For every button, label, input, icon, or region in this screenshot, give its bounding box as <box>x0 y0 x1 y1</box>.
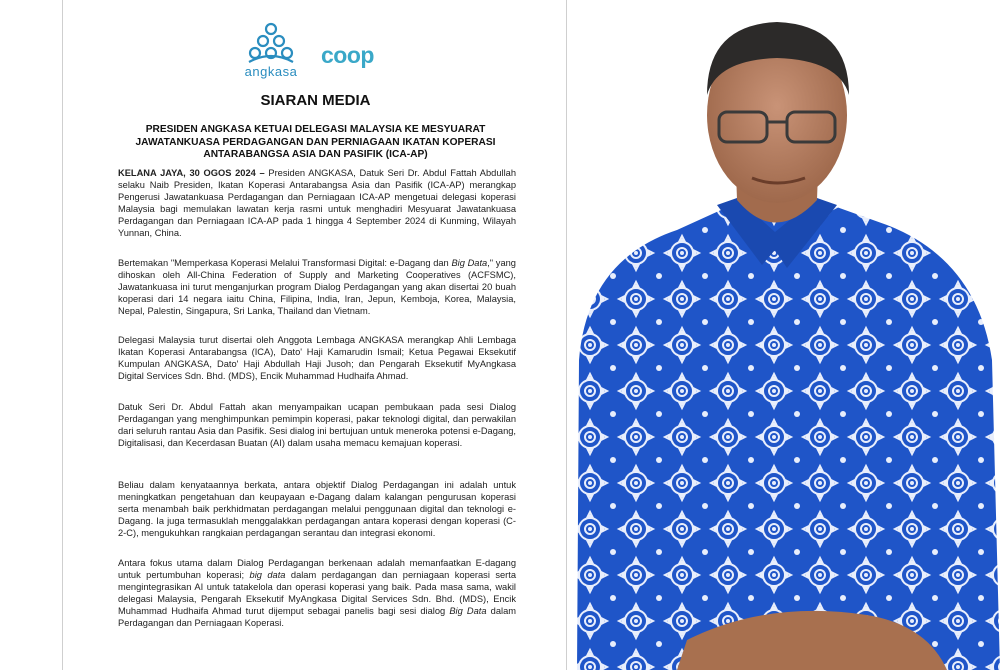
paragraph-2 <box>118 257 516 317</box>
paragraph-1 <box>118 167 516 240</box>
paragraph-5: Beliau dalam kenyataannya berkata, antara objektif Dialog Perdagangan ini adalah untuk meningkatkan pengetahuan dan keupayaan e-Dagang dalam kalangan pengurusan koperasi serta menambah baik perkhidmatan perdagangan melalui penggunaan digital dan teknologi e-Dagang. Ia juga termasuklah menggalakkan perdagangan antara koperasi dengan koperasi (C-2-C), mengukuhkan rangkaian perdagangan serantau dan integrasi ekonomi. <box>118 480 516 539</box>
paragraph-6-b: big data <box>249 570 286 581</box>
paragraph-3: Delegasi Malaysia turut disertai oleh Anggota Lembaga ANGKASA merangkap Ahli Lembaga Ikatan Koperasi Antarabangsa (ICA), Dato' Haji Kamarudin Ismail; Ketua Pegawai Eksekutif Kumpulan ANGKASA, Dato' Haji Abdullah Haji Jusoh; dan Pengarah Eksekutif MyAngkasa Digital Services Sdn. Bhd. (MDS), Encik Muhammad Hudhaifa Ahmad. <box>118 335 516 382</box>
paragraph-1-text: Presiden ANGKASA, Datuk Seri Dr. Abdul Fattah Abdullah selaku Naib Presiden, Ikatan Koperasi Antarabangsa Asia dan Pasifik (ICA-AP) merangkap Pengerusi Jawatankuasa Perdagangan dan Perniagaan ICA-AP mengetuai delegasi koperasi Malaysia bagi memulakan lawatan kerja rasmi untuk menghadiri Mesyuarat Jawatankuasa Perdagangan dan Perniagaan ICA-AP pada 1 hingga 4 September 2024 di Kunming, Wilayah Yunnan, China. <box>118 168 516 239</box>
paragraph-6 <box>118 557 516 630</box>
paragraph-6-e: dalam Perdagangan dan Perniagaan Koperasi. <box>118 606 516 629</box>
paragraph-6-c: dalam perdagangan dan perniagaan koperasi serta mengintegrasikan AI untuk tatakelola dan operasi koperasi yang baik. Pada masa sama, wakil delegasi Malaysia, Pengarah Eksekutif MyAngkasa Digital Services Sdn. Bhd. (MDS), Encik Muhammad Hudhaifa Ahmad turut dijemput sebagai panelis bagi sesi dialog <box>118 570 516 617</box>
coop-logo: coop <box>321 42 374 68</box>
paragraph-2-italic: Big Data <box>451 258 488 268</box>
paragraph-2-post: ," yang dihoskan oleh All-China Federation of Supply and Marketing Cooperatives (ACFSMC), Jawatankuasa ini turut menganjurkan program Dialog Perdagangan yang akan disertai 20 buah koperasi dari 14 negara iaitu China, Filipina, India, Iran, Jepun, Kemboja, Korea, Malaysia, Nepal, Palestin, Singapura, Sri Lanka, Thailand dan Vietnam. <box>118 258 516 317</box>
press-release-document <box>62 0 567 670</box>
logo-row <box>63 20 568 82</box>
angkasa-wordmark: angkasa <box>244 64 298 79</box>
paragraph-6-d: Big Data <box>449 606 487 617</box>
portrait-illustration-icon <box>567 0 1000 670</box>
paragraph-6-a: Antara fokus utama dalam Dialog Perdagangan berkenaan adalah memanfaatkan E-dagang untuk pertumbuhan koperasi; <box>118 558 516 581</box>
paragraph-4: Datuk Seri Dr. Abdul Fattah akan menyampaikan ucapan pembukaan pada sesi Dialog Perdagangan yang menghimpunkan pemimpin koperasi, pakar teknologi digital, dan perwakilan dari seluruh rantau Asia dan Pasifik. Sesi dialog ini bertujuan untuk meneroka potensi e-Dagang, Digitalisasi, dan Kecerdasan Buatan (AI) dalam usaha memacu kemajuan koperasi. <box>118 402 516 449</box>
document-title: SIARAN MEDIA <box>260 92 371 109</box>
portrait-photo <box>567 0 1000 670</box>
dateline: KELANA JAYA, 30 OGOS 2024 – <box>118 168 265 178</box>
press-headline: PRESIDEN ANGKASA KETUAI DELEGASI MALAYSIA KE MESYUARAT JAWATANKUASA PERDAGANGAN DAN PERNIAGAAN IKATAN KOPERASI ANTARABANGSA ASIA DAN PASIFIK (ICA-AP) <box>135 124 496 160</box>
paragraph-2-pre: Bertemakan "Memperkasa Koperasi Melalui Transformasi Digital: e-Dagang dan <box>118 258 452 268</box>
